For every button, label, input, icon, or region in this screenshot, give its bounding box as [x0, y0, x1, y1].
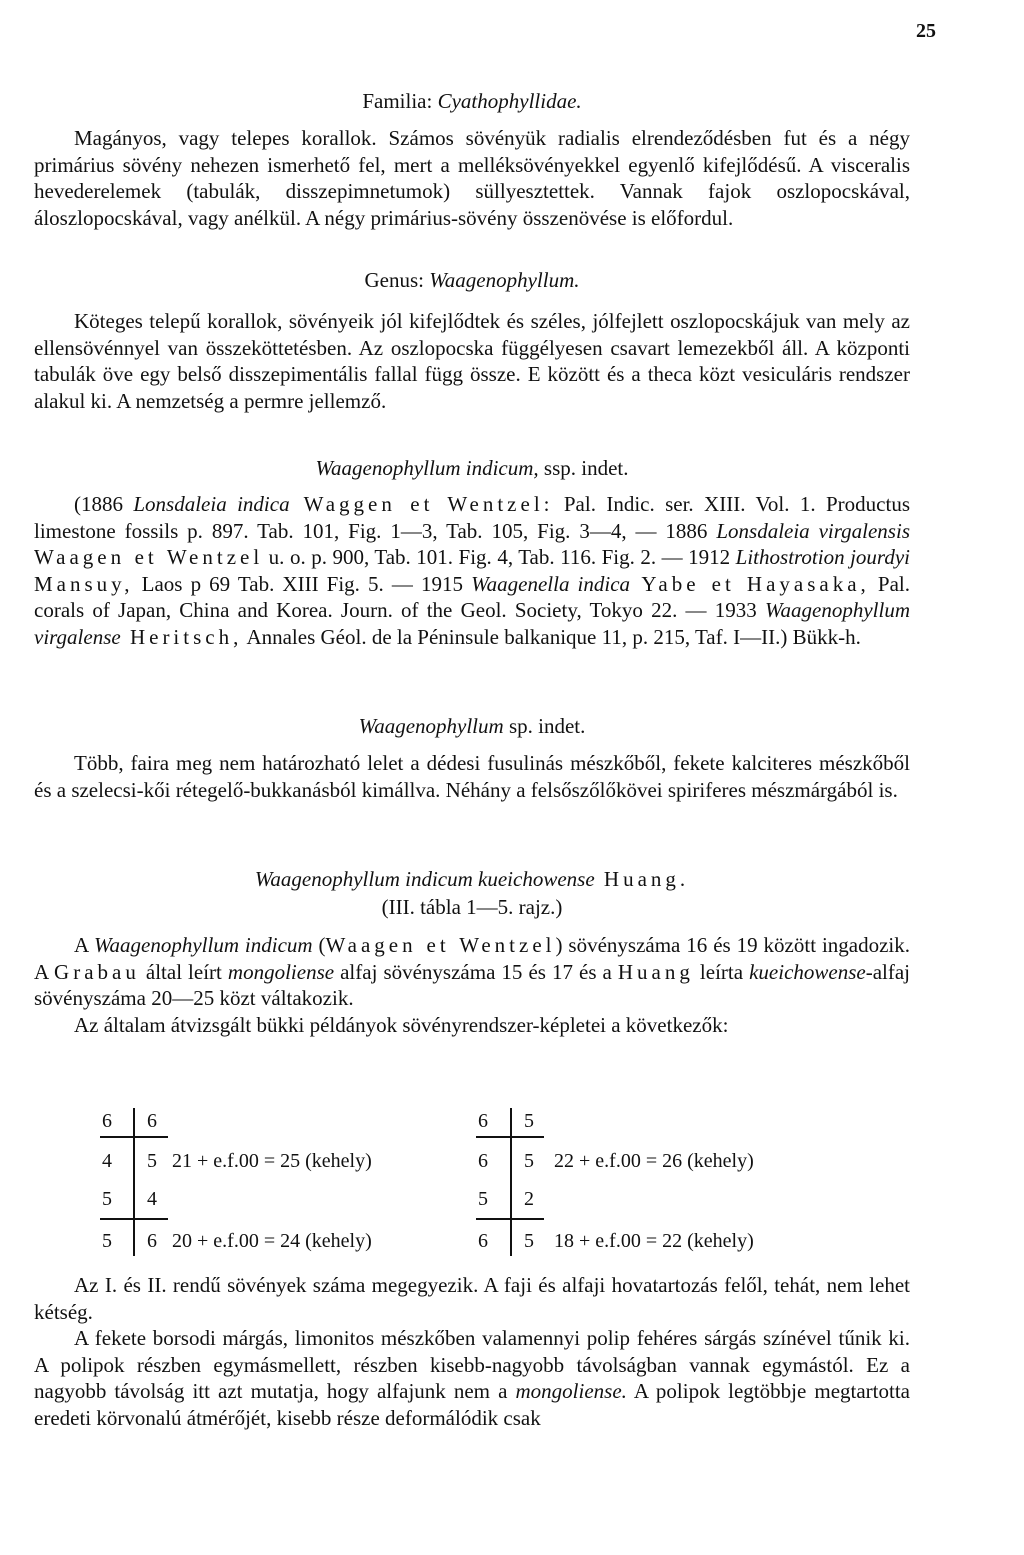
genus-name: Waagenophyllum. — [429, 268, 580, 292]
species-name-1: Waagenophyllum indicum, — [315, 456, 539, 480]
familia-label: Familia: — [362, 89, 438, 113]
genus-heading — [34, 267, 910, 294]
genus-label: Genus: — [364, 268, 430, 292]
species-name-3: Waagenophyllum indicum kueichowense — [254, 867, 595, 891]
species-suffix-1: ssp. indet. — [538, 456, 629, 480]
species-heading-1 — [34, 455, 910, 482]
species-heading-2 — [34, 713, 910, 740]
formula-intro: Az általam átvizsgált bükki példányok sövényrendszer-képletei a következők: — [74, 1012, 729, 1037]
familia-name: Cyathophyllidae. — [437, 89, 582, 113]
formula-hline-2b — [476, 1218, 544, 1220]
species-2-description: Több, faira meg nem határozható lelet a dédesi fusulinás mészkőből, fekete kalciteres mészkőből és a szelecsi-kői rétegelő-bukkanásból kimállva. Néhány a felsőszőlőkövei spiriferes mészmárgából is. — [34, 751, 910, 802]
plate-reference: (III. tábla 1—5. rajz.) — [381, 895, 563, 919]
species-3-description: A Waagenophyllum indicum (Waagen et Wentzel) sövényszáma 16 és 19 között ingadozik. A Grabau által leírt mongoliense alfaj sövényszáma 15 és 17 és a Huang leírta kueichowense-alfaj sövényszáma 20—25 közt váltakozik. Az általam átvizsgált bükki példányok sövényrendszer-képletei a következők: — [34, 933, 911, 1037]
formula-hline-1b — [476, 1136, 544, 1138]
species-name-2: Waagenophyllum — [358, 714, 504, 738]
closing-text: Az I. és II. rendű sövények száma megegyezik. A faji és alfaji hovatartozás felől, tehát, nem lehet kétség. A fekete borsodi márgás, limonitos mészkőben valamennyi polip fehéres sárgás színével tűnik ki. A polipok részben egymásmellett, részben kisebb-nagyobb távolságban vannak egymástól. Ez a nagyobb távolság itt azt mutatja, hogy alfajunk nem a mongoliense. A polipok legtöbbje megtartotta eredeti körvonalú átmérőjét, kisebb része deformálódik csak — [34, 1273, 911, 1430]
species-heading-3 — [34, 866, 910, 893]
formula-hline-1a — [100, 1136, 168, 1138]
page-number: 25 — [916, 20, 936, 42]
genus-description: Köteges telepű korallok, sövényeik jól kifejlődtek és széles, jólfejlett oszlopocskájuk van mely az ellensövénnyel van összeköttetésben. Az oszlopocska függélyesen csavart lemezekből áll. A központi tabulák öve egy belső disszepimentális fallal függ össze. E között és a theca közt vesiculáris rendszer alakul ki. A nemzetség a permre jellemző. — [34, 309, 910, 413]
synonymy-list: (1886 Lonsdaleia indica Waggen et Wentzel: Pal. Indic. ser. XIII. Vol. 1. Productus limestone fossils p. 897. Tab. 101, Fig. 1—3, Tab. 105, Fig. 3—4, — 1886 Lonsdaleia virgalensis Waagen et Wentzel u. o. p. 900, Tab. 101. Fig. 4, Tab. 116. Fig. 2. — 1912 Lithostrotion jourdyi Mansuy, Laos p 69 Tab. XIII Fig. 5. — 1915 Waagenella indica Yabe et Hayasaka, Pal. corals of Japan, China and Korea. Journ. of the Geol. Society, Tokyo 22. — 1933 Waagenophyllum virgalense Heritsch, Annales Géol. de la Péninsule balkanique 11, p. 215, Taf. I—II.) Bükk-h. — [34, 492, 910, 649]
formula-hline-2a — [100, 1218, 168, 1220]
familia-heading — [34, 88, 910, 115]
species-author-3: Huang. — [594, 867, 690, 891]
familia-description: Magányos, vagy telepes korallok. Számos sövényük radialis elrendeződésben fut és a négy primárius sövény nehezen ismerhető fel, mert a melléksövényekkel egyenlő kifejlődésű. A visceralis hevederelemek (tabulák, disszepimnetumok) süllyesztettek. Vannak fajok oszlopocskával, áloszlopocskával, vagy anélkül. A négy primárius-sövény összenövése is előfordul. — [34, 126, 910, 230]
species-suffix-2: sp. indet. — [503, 714, 586, 738]
formula-vline-left — [133, 1108, 135, 1256]
septal-formula: 6 6 6 5 4 5 21 + e.f.00 = 25 (kehely) 6 5 22 + e.f.00 = 26 (kehely) 5 4 5 2 5 6 20 + e.f.00 = 24 (kehely) 6 5 18 + e.f.00 = 22 (kehely) — [78, 1106, 838, 1256]
formula-vline-right — [510, 1108, 512, 1256]
